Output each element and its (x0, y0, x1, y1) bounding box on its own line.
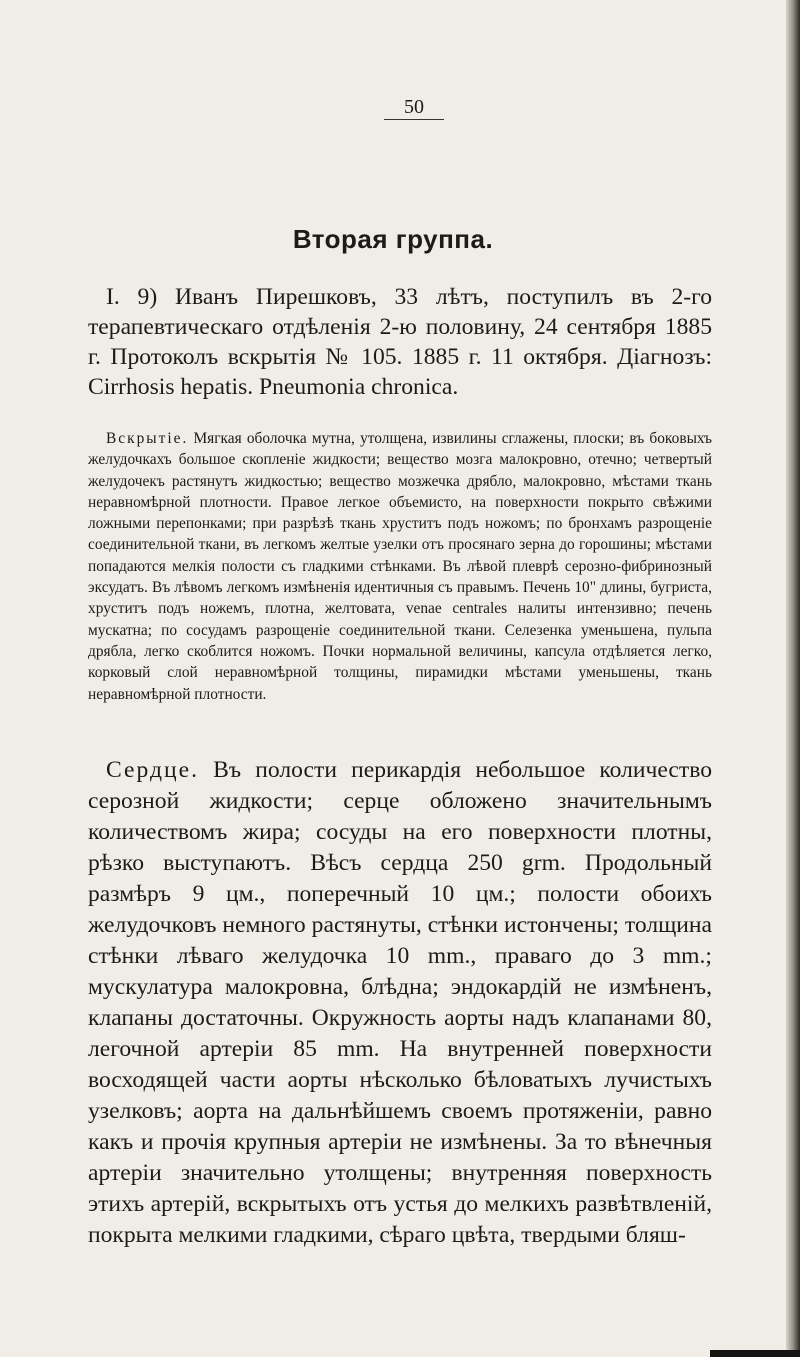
autopsy-text: Мягкая оболочка мутна, утолщена, извилины сглажены, плоски; въ боковыхъ желудочкахъ большое скопленіе жидкости; вещество мозга малокровно, отечно; четвертый желудочекъ растянутъ жидкостью; вещество мозжечка дрябло, малокровно, мѣстами ткань неравномѣрной плотности. Правое легкое объемисто, на поверхности покрыто свѣжими ложными перепонками; при разрѣзѣ ткань хруститъ подъ ножомъ; по бронхамъ разрощеніе соединительной ткани, въ легкомъ желтые узелки отъ просянаго зерна до горошины; мѣстами попадаются мелкія полости съ гладкими стѣнками. Въ лѣвой плеврѣ серозно-фибринозный эксудатъ. Въ лѣвомъ легкомъ измѣненія идентичныя съ правымъ. Печень 10" длины, бугриста, хруститъ подъ ножемъ, плотна, желтовата, venae centrales налиты интензивно; печень мускатна; по сосудамъ разрощеніе соединительной ткани. Селезенка уменьшена, пульпа дрябла, легко скоблится ножомъ. Почки нормальной величины, капсула отдѣляется легко, корковый слой неравномѣрной толщины, пирамидки мѣстами уменьшены, ткань неравномѣрной плотности. (88, 430, 712, 703)
heart-text: Въ полости перикардія небольшое количество серозной жидкости; серце обложено значительнымъ количествомъ жира; сосуды на его поверхности плотны, рѣзко выступаютъ. Вѣсъ сердца 250 grm. Продольный размѣръ 9 цм., поперечный 10 цм.; полости обоихъ желудочковъ немного растянуты, стѣнки истончены; толщина стѣнки лѣваго желудочка 10 mm., праваго до 3 mm.; мускулатура малокровна, блѣдна; эндокардій не измѣненъ, клапаны достаточны. Окружность аорты надъ клапанами 80, легочной артеріи 85 mm. На внутренней поверхности восходящей части аорты нѣсколько бѣловатыхъ лучистыхъ узелковъ; аорта на дальнѣйшемъ своемъ протяженіи, равно какъ и прочія крупныя артеріи не измѣнены. За то вѣнечныя артеріи значительно утолщены; внутренняя поверхность этихъ артерій, вскрытыхъ отъ устья до мелкихъ развѣтвленій, покрыта мелкими гладкими, сѣраго цвѣта, твердыми бляш- (88, 757, 712, 1248)
heart-paragraph (88, 755, 712, 1251)
page-number: 50 (384, 95, 444, 120)
heart-label: Сердце. (106, 757, 199, 783)
autopsy-paragraph (88, 428, 712, 705)
scan-corner-mark (710, 1350, 800, 1357)
page-edge-shadow (786, 0, 800, 1357)
section-heading: Вторая группа. (292, 224, 494, 254)
autopsy-label: Вскрытіе. (106, 430, 189, 447)
case-intro-paragraph: I. 9) Иванъ Пирешковъ, 33 лѣтъ, поступилъ въ 2-го терапевтическаго отдѣленія 2-ю половину, 24 сентября 1885 г. Протоколъ вскрытія № 105. 1885 г. 11 октября. Діагнозъ: Cirrhosis hepatis. Pneumonia chronica. (88, 284, 712, 400)
